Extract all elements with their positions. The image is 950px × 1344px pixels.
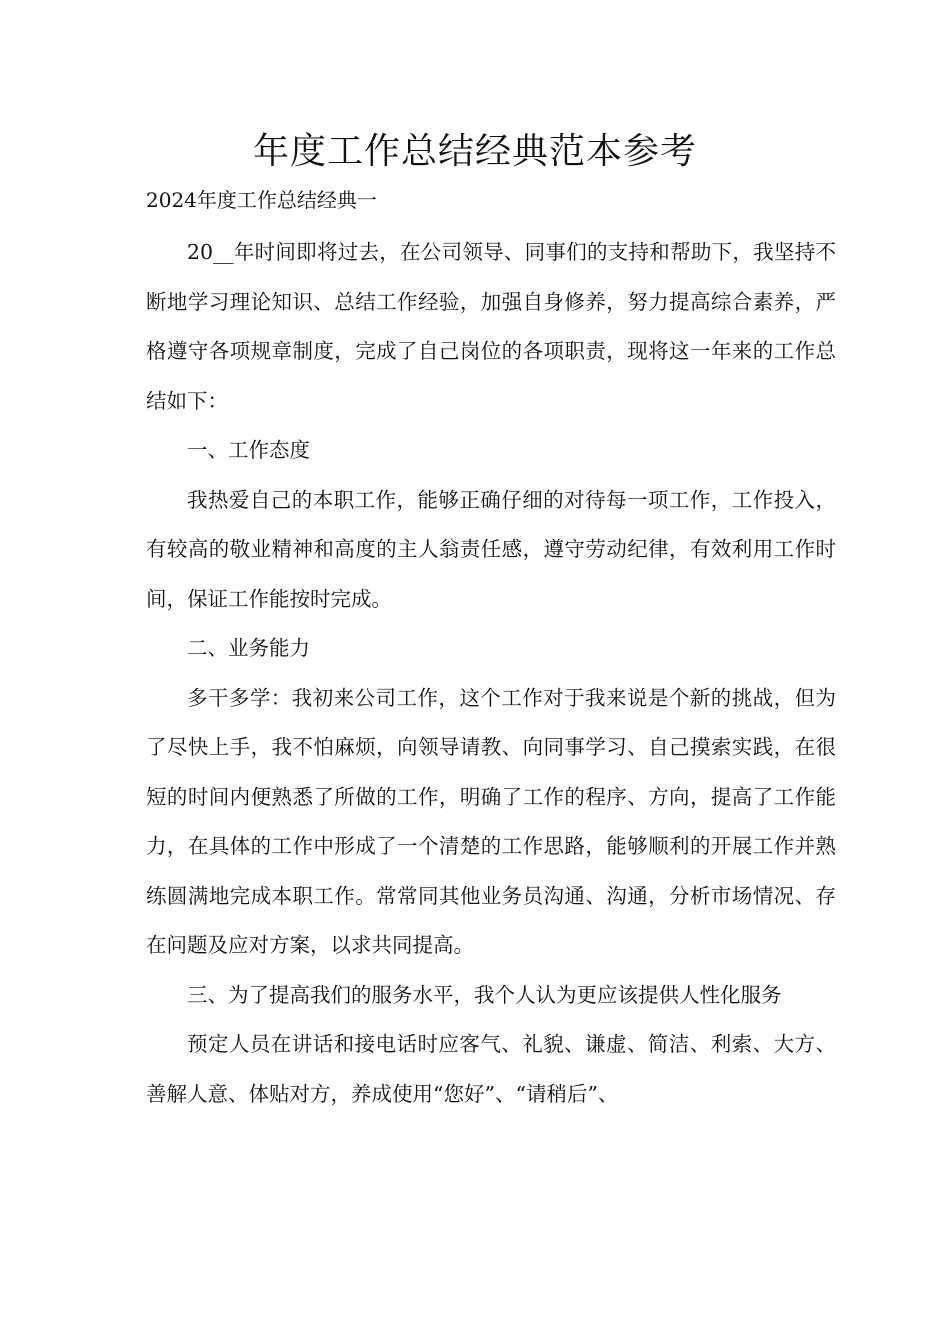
paragraph-intro: 20__年时间即将过去，在公司领导、同事们的支持和帮助下，我坚持不断地学习理论知识、总结工作经验，加强自身修养，努力提高综合素养，严格遵守各项规章制度，完成了自己岗位的各项职责，现将这一年来的工作总结如下： xyxy=(146,240,836,413)
document-subtitle: 2024年度工作总结经典一 xyxy=(146,188,377,212)
section-heading-business-ability: 二、业务能力 xyxy=(187,636,310,660)
paragraph-work-attitude: 我热爱自己的本职工作，能够正确仔细的对待每一项工作，工作投入，有较高的敬业精神和高度的主人翁责任感，遵守劳动纪律，有效利用工作时间，保证工作能按时完成。 xyxy=(146,487,836,611)
paragraph-business-ability: 多干多学：我初来公司工作，这个工作对于我来说是个新的挑战，但为了尽快上手，我不怕麻烦，向领导请教、向同事学习、自己摸索实践，在很短的时间内便熟悉了所做的工作，明确了工作的程序、方向，提高了工作能力，在具体的工作中形成了一个清楚的工作思路，能够顺利的开展工作并熟练圆满地完成本职工作。常常同其他业务员沟通、沟通，分析市场情况、存在问题及应对方案，以求共同提高。 xyxy=(146,685,836,957)
paragraph-service: 预定人员在讲话和接电话时应客气、礼貌、谦虚、简洁、利索、大方、善解人意、体贴对方，养成使用“您好”、“请稍后”、 xyxy=(146,1032,836,1106)
section-heading-service: 三、为了提高我们的服务水平，我个人认为更应该提供人性化服务 xyxy=(187,982,782,1007)
document-title: 年度工作总结经典范本参考 xyxy=(252,131,697,172)
section-heading-work-attitude: 一、工作态度 xyxy=(187,438,310,462)
document-body xyxy=(146,228,836,1119)
